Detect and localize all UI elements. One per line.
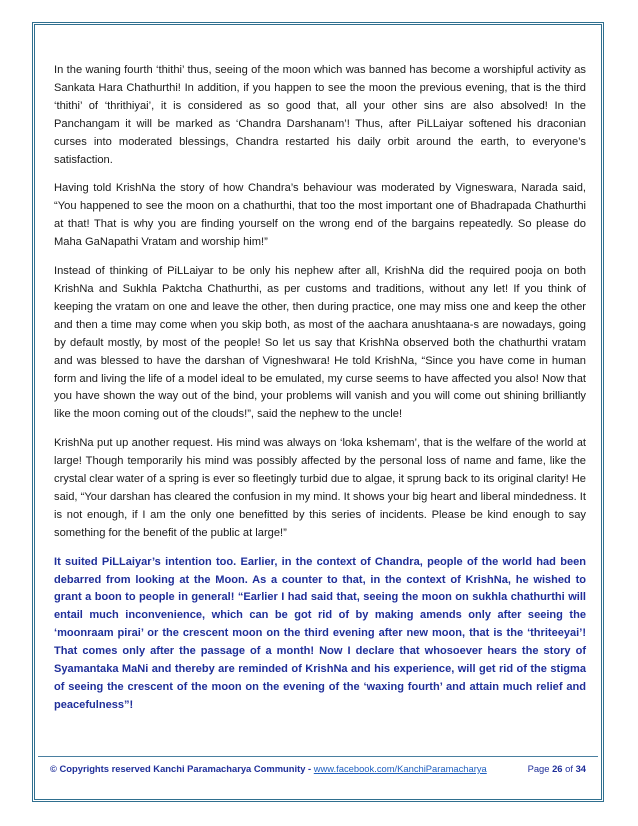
footer-copyright	[50, 763, 487, 774]
paragraph-2: Having told KrishNa the story of how Chandra’s behaviour was moderated by Vigneswara, Narada said, “You happened to see the moon on a chathurthi, that too the most important one of Bhadrapada Chathurthi at that! That is why you are finding yourself on the wrong end of the bargains repeatedly. So please do Maha GaNapathi Vratam and worship him!”	[54, 182, 586, 249]
facebook-link[interactable]: www.facebook.com/KanchiParamacharya	[313, 763, 487, 774]
paragraph-4: KrishNa put up another request. His mind was always on ‘loka kshemam’, that is the welfare of the world at large! Though temporarily his mind was possibly affected by the personal loss of name and fame, like the crystal clear water of a spring is ever so fleetingly turbid due to algae, it sprung back to its original clarity! He said, “Your darshan has cleared the confusion in my mind. It shows your big heart and liberal mindedness. It is not enough, if I am the only one benefitted by this series of incidents. Please be kind enough to say something for the benefit of the public at large!”	[54, 437, 586, 539]
total-pages: 34	[575, 763, 586, 774]
copyright-text: © Copyrights reserved Kanchi Paramacharya Community -	[50, 763, 314, 774]
paragraph-5-highlight: It suited PiLLaiyar’s intention too. Earlier, in the context of Chandra, people of the world had been debarred from looking at the Moon. As a counter to that, in the context of KrishNa, he wished to grant a boon to people in general! “Earlier I had said that, seeing the moon on sukhla chathurthi will entail much inconvenience, which can be got rid of by making amends only after seeing the ‘moonraam pirai’ or the crescent moon on the third evening after new moon, that is the ‘thriteeyai’! That comes only after the passage of a month! Now I declare that whosoever hears the story of Syamantaka MaNi and thereby are reminded of KrishNa and his experience, will get rid of the stigma of seeing the crescent of the moon on the evening of the ‘waxing fourth’ and attain much relief and peacefulness”!	[54, 555, 586, 711]
page-content	[54, 62, 586, 726]
page-number	[528, 763, 586, 774]
page-label: Page	[527, 763, 553, 774]
current-page: 26	[552, 763, 563, 774]
footer-divider	[38, 756, 598, 757]
paragraph-3: Instead of thinking of PiLLaiyar to be only his nephew after all, KrishNa did the required pooja on both KrishNa and Sukhla Paktcha Chathurthi, as per customs and traditions, without any let! If you think of keeping the vratam on one and leave the other, then during practice, one may miss one and keep the other and then a time may come when you skip both, as most of the aachara anushtaana-s are nowadays, going by default mostly, by most of the people! So let us say that KrishNa observed both the chathurthi vratam and was blessed to have the darshan of Vigneshwara! He told KrishNa, “Since you have come in human form and living the life of a model ideal to be emulated, my curse seems to have affected you also! Now that you have shown the way out of the bind, your problems will vanish and you will come out shining brilliantly like the moon coming out of the clouds!”, said the nephew to the uncle!	[54, 265, 586, 421]
paragraph-1: In the waning fourth ‘thithi’ thus, seeing of the moon which was banned has become a worshipful activity as Sankata Hara Chathurthi! In addition, if you happen to see the moon the previous evening, that is the third ‘thithi’ of ‘thrithiyai’, it is considered as so good that, all your other sins are also absolved! In the Panchangam it will be marked as ‘Chandra Darshanam’! Thus, after PiLLaiyar softened his draconian curses into moderated blessings, Chandra restarted his daily orbit around the earth, to everyone’s satisfaction.	[54, 64, 586, 166]
page-of: of	[562, 763, 576, 774]
